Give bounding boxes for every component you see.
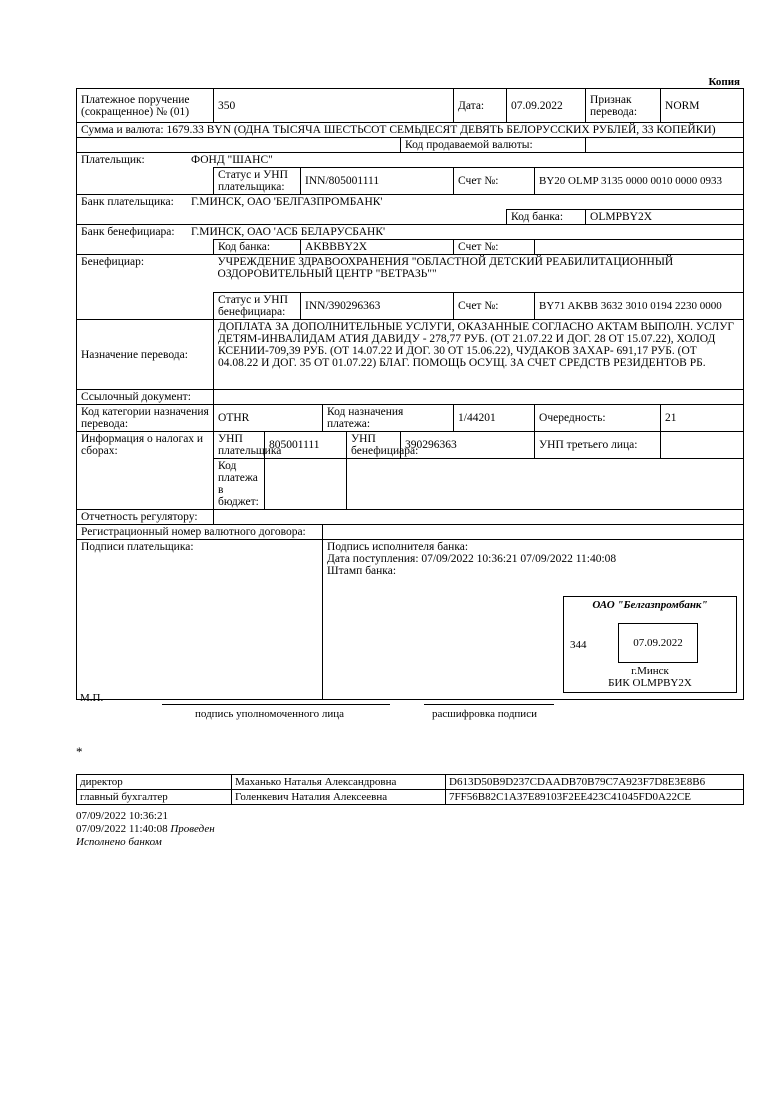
table-row [77, 775, 744, 790]
bank-stamp [563, 596, 737, 693]
copy-label: Копия [708, 76, 740, 88]
payer-bank-label: Банк плательщика: [81, 196, 174, 208]
stamp-title: ОАО "Белгазпромбанк" [592, 599, 708, 611]
executor-signature-label: Подпись исполнителя банка: [327, 541, 469, 553]
stamp-bik: БИК OLMPBY2X [608, 677, 692, 689]
regulator-label: Отчетность регулятору: [77, 510, 214, 525]
blank-cell [77, 293, 214, 320]
budget-code-value [265, 459, 347, 510]
beneficiary-label: Бенефициар: [77, 255, 214, 293]
bank-stamp-label: Штамп банка: [327, 565, 397, 577]
signer-name: Маханько Наталья Александровна [232, 775, 446, 790]
signer-hash: D613D50B9D237CDAADB70B79C7A923F7D8E3E8B6 [446, 775, 744, 790]
beneficiary-account-value: BY71 AKBB 3632 3010 0194 2230 0000 [535, 293, 744, 320]
beneficiary-bank-row [77, 225, 744, 240]
mp-label: М.П. [80, 692, 104, 704]
order-title: Платежное поручение (сокращенное) № (01) [77, 89, 214, 123]
blank-cell [77, 168, 214, 195]
order-date: 07.09.2022 [507, 89, 586, 123]
date-label: Дата: [454, 89, 507, 123]
footer-line-2 [76, 823, 215, 835]
beneficiary-unp-label: УНП бенефициара: [347, 432, 401, 459]
beneficiary-name: УЧРЕЖДЕНИЕ ЗДРАВООХРАНЕНИЯ "ОБЛАСТНОЙ ДЕТСКИЙ РЕАБИЛИТАЦИОННЫЙ ОЗДОРОВИТЕЛЬНЫЙ ЦЕНТР "ВЕТРАЗЬ"" [214, 255, 744, 293]
transfer-sign-label: Признак перевода: [586, 89, 661, 123]
payer-bank-code: OLMPBY2X [586, 210, 744, 225]
signers-table [76, 774, 744, 805]
purpose-label: Назначение перевода: [77, 320, 214, 390]
beneficiary-bank-account-label: Счет №: [454, 240, 535, 255]
taxes-label: Информация о налогах и сборах: [77, 432, 214, 510]
signer-hash: 7FF56B82C1A37E89103F2EE423C41045FD0A22CE [446, 790, 744, 805]
category-label: Код категории назначения перевода: [77, 405, 214, 432]
payer-unp-value: 805001111 [265, 432, 347, 459]
contract-value [323, 525, 744, 540]
signature-caption: подпись уполномоченного лица [195, 708, 344, 720]
transfer-sign-value: NORM [661, 89, 744, 123]
sold-currency-value [586, 138, 744, 153]
beneficiary-account-label: Счет №: [454, 293, 535, 320]
stamp-city: г.Минск [631, 665, 669, 677]
priority-label: Очередность: [535, 405, 661, 432]
payer-status-value: INN/805001111 [301, 168, 454, 195]
payer-bank-code-label: Код банка: [507, 210, 586, 225]
footer-line-1: 07/09/2022 10:36:21 [76, 810, 168, 822]
signer-name: Голенкевич Наталия Алексеевна [232, 790, 446, 805]
blank-cell [77, 138, 401, 153]
beneficiary-bank-label: Банк бенефициара: [81, 226, 175, 238]
decode-line [424, 704, 554, 705]
signer-role: главный бухгалтер [77, 790, 232, 805]
footer-line-3: Исполнено банком [76, 836, 162, 848]
order-number: 350 [214, 89, 454, 123]
amount-line: Сумма и валюта: 1679.33 BYN (ОДНА ТЫСЯЧА ШЕСТЬСОТ СЕМЬДЕСЯТ ДЕВЯТЬ БЕЛОРУССКИХ РУБЛЕЙ, 33 КОПЕЙКИ) [77, 123, 744, 138]
payer-name: ФОНД "ШАНС" [191, 154, 273, 166]
footer-time: 07/09/2022 11:40:08 [76, 823, 168, 835]
stamp-date: 07.09.2022 [618, 623, 698, 663]
signer-role: директор [77, 775, 232, 790]
payer-label: Плательщик: [81, 154, 145, 166]
beneficiary-bank-code: AKBBBY2X [301, 240, 454, 255]
payer-row [77, 153, 744, 168]
table-row [77, 790, 744, 805]
reference-doc-value [214, 390, 744, 405]
payer-bank-row [77, 195, 744, 210]
regulator-value [214, 510, 744, 525]
received-date-line: Дата поступления: 07/09/2022 10:36:21 07/09/2022 11:40:08 [327, 553, 617, 565]
payer-unp-label: УНП плательщика [214, 432, 265, 459]
beneficiary-bank-account [535, 240, 744, 255]
blank-cell [77, 210, 507, 225]
stamp-number: 344 [570, 639, 587, 651]
beneficiary-bank-code-label: Код банка: [214, 240, 301, 255]
third-party-unp-value [661, 432, 744, 459]
priority-value: 21 [661, 405, 744, 432]
beneficiary-status-label: Статус и УНП бенефициара: [214, 293, 301, 320]
contract-label: Регистрационный номер валютного договора: [77, 525, 323, 540]
category-value: OTHR [214, 405, 323, 432]
beneficiary-status-value: INN/390296363 [301, 293, 454, 320]
payer-account-label: Счет №: [454, 168, 535, 195]
footer-status: Проведен [170, 823, 215, 835]
asterisk: * [76, 744, 83, 759]
payer-signatures-label: Подписи плательщика: [77, 540, 323, 700]
budget-code-label: Код платежа в бюджет: [214, 459, 265, 510]
sold-currency-label: Код продаваемой валюты: [401, 138, 586, 153]
blank-cell [77, 240, 214, 255]
decode-caption: расшифровка подписи [432, 708, 537, 720]
third-party-unp-label: УНП третьего лица: [535, 432, 661, 459]
purpose-text: ДОПЛАТА ЗА ДОПОЛНИТЕЛЬНЫЕ УСЛУГИ, ОКАЗАННЫЕ СОГЛАСНО АКТАМ ВЫПОЛН. УСЛУГ ДЕТЯМ-ИНВАЛИДАМ АТИЯ ДАВИДУ - 278,77 РУБ. (ОТ 21.07.22 И ДОГ. 28 ОТ 15.07.22), ХОЛОД КСЕНИИ-709,39 РУБ. (ОТ 14.07.22 И ДОГ. 30 ОТ 15.06.22), ЧУДАКОВ ЗАХАР- 691,17 РУБ. (ОТ 04.08.22 И ДОГ. 35 ОТ 01.07.22) БЛАГ. ПОМОЩЬ ОСУЩ. ЗА СЧЕТ СРЕДСТВ РЕЗИДЕНТОВ РБ. [214, 320, 744, 390]
beneficiary-unp-value: 390296363 [401, 432, 535, 459]
reference-doc-label: Ссылочный документ: [77, 390, 214, 405]
budget-code-rest [347, 459, 744, 510]
purpose-code-value: 1/44201 [454, 405, 535, 432]
signature-line [162, 704, 390, 705]
payer-status-label: Статус и УНП плательщика: [214, 168, 301, 195]
purpose-code-label: Код назначения платежа: [323, 405, 454, 432]
payer-bank-name: Г.МИНСК, ОАО 'БЕЛГАЗПРОМБАНК' [191, 196, 383, 208]
beneficiary-bank-name: Г.МИНСК, ОАО 'АСБ БЕЛАРУСБАНК' [191, 226, 386, 238]
payer-account-value: BY20 OLMP 3135 0000 0010 0000 0933 [535, 168, 744, 195]
